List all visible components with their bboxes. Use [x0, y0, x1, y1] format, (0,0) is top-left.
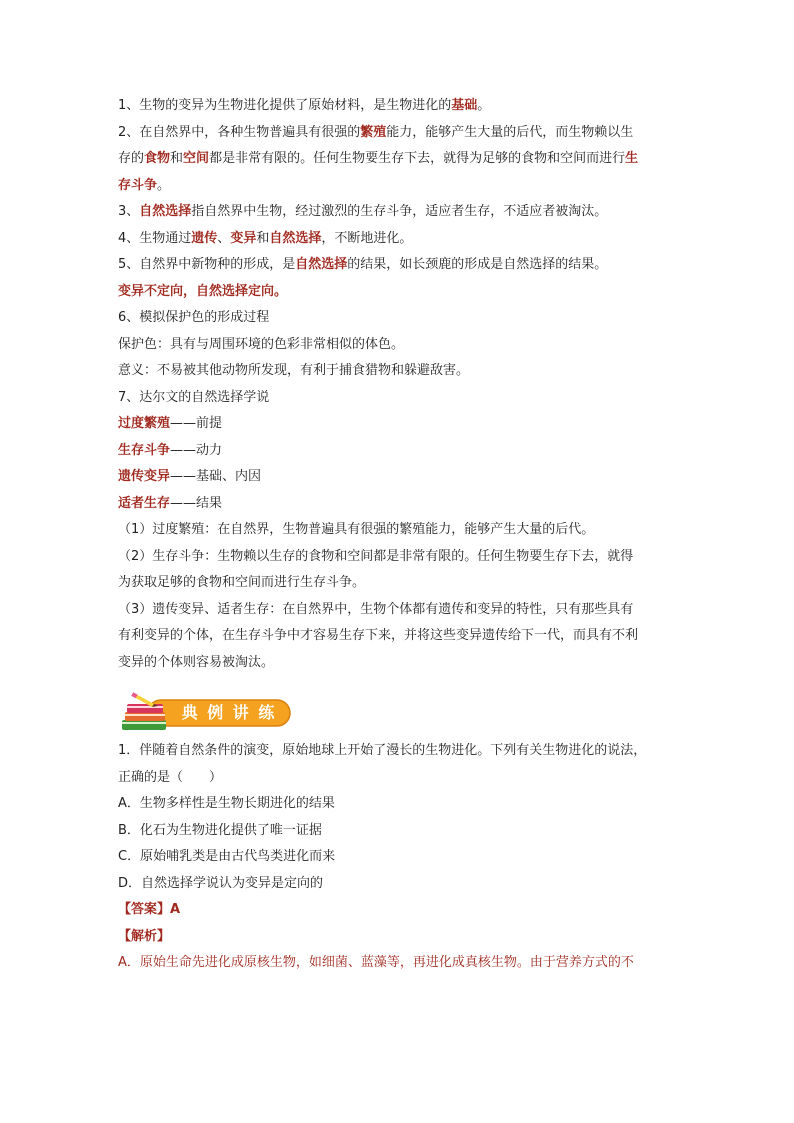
detail-1: （1）过度繁殖：在自然界，生物普遍具有很强的繁殖能力，能够产生大量的后代。 — [118, 522, 595, 537]
note-3: 3、自然选择指自然界中生物，经过激烈的生存斗争，适应者生存，不适应者被淘汰。 — [118, 204, 608, 219]
note-2-line-3: 存斗争。 — [118, 177, 171, 193]
note-2-line-2: 存的食物和空间都是非常有限的。任何生物要生存下去，就得为足够的食物和空间而进行生 — [118, 151, 639, 166]
note-6-meaning: 意义：不易被其他动物所发现，有利于捕食猎物和躲避敌害。 — [118, 363, 470, 378]
detail-3-line-3: 变异的个体则容易被淘汰。 — [118, 654, 275, 670]
detail-2-line-2: 为获取足够的食物和空间而进行生存斗争。 — [118, 575, 366, 590]
note-2-line-1: 2、在自然界中，各种生物普遍具有很强的繁殖能力，能够产生大量的后代，而生物赖以生 — [118, 124, 634, 140]
question-stem-line-1: 1．伴随着自然条件的演变，原始地球上开始了漫长的生物进化。下列有关生物进化的说法， — [118, 743, 647, 758]
note-4: 4、生物通过遗传、变异和自然选择，不断地进化。 — [118, 230, 413, 246]
theory-item: 过度繁殖——前提 — [118, 416, 223, 431]
note-5: 5、自然界中新物种的形成，是自然选择的结果，如长颈鹿的形成是自然选择的结果。 — [118, 257, 608, 272]
theory-item: 生存斗争——动力 — [118, 442, 223, 458]
option-b[interactable]: B．化石为生物进化提供了唯一证据 — [118, 822, 322, 838]
note-5-emphasis: 变异不定向，自然选择定向。 — [118, 283, 288, 299]
theory-item: 适者生存——结果 — [118, 495, 223, 511]
detail-2-line-1: （2）生存斗争：生物赖以生存的食物和空间都是非常有限的。任何生物要生存下去，就得 — [118, 548, 634, 564]
explanation-text: A．原始生命先进化成原核生物，如细菌、蓝藻等，再进化成真核生物。由于营养方式的不 — [118, 955, 634, 970]
question-stem-line-2: 正确的是（ ） — [118, 769, 223, 785]
option-d[interactable]: D．自然选择学说认为变异是定向的 — [118, 875, 324, 891]
note-1: 1、生物的变异为生物进化提供了原始材料，是生物进化的基础。 — [118, 98, 491, 113]
detail-3-line-1: （3）遗传变异、适者生存：在自然界中，生物个体都有遗传和变异的特性，只有那些具有 — [118, 601, 634, 617]
banner-title: 典 例 讲 练 — [181, 703, 277, 722]
document-content — [118, 93, 690, 977]
explanation-label: 【解析】 — [118, 928, 171, 944]
option-a[interactable]: A．生物多样性是生物长期进化的结果 — [118, 796, 335, 811]
section-banner — [118, 690, 690, 738]
theory-item: 遗传变异——基础、内因 — [118, 469, 262, 484]
answer: 【答案】A — [118, 902, 181, 917]
option-c[interactable]: C．原始哺乳类是由古代鸟类进化而来 — [118, 849, 336, 864]
detail-3-line-2: 有利变异的个体，在生存斗争中才容易生存下来，并将这些变异遗传给下一代，而具有不利 — [118, 628, 639, 643]
note-6-definition: 保护色：具有与周围环境的色彩非常相似的体色。 — [118, 336, 405, 352]
note-6-title: 6、模拟保护色的形成过程 — [118, 310, 270, 325]
note-7-title: 7、达尔文的自然选择学说 — [118, 389, 270, 405]
